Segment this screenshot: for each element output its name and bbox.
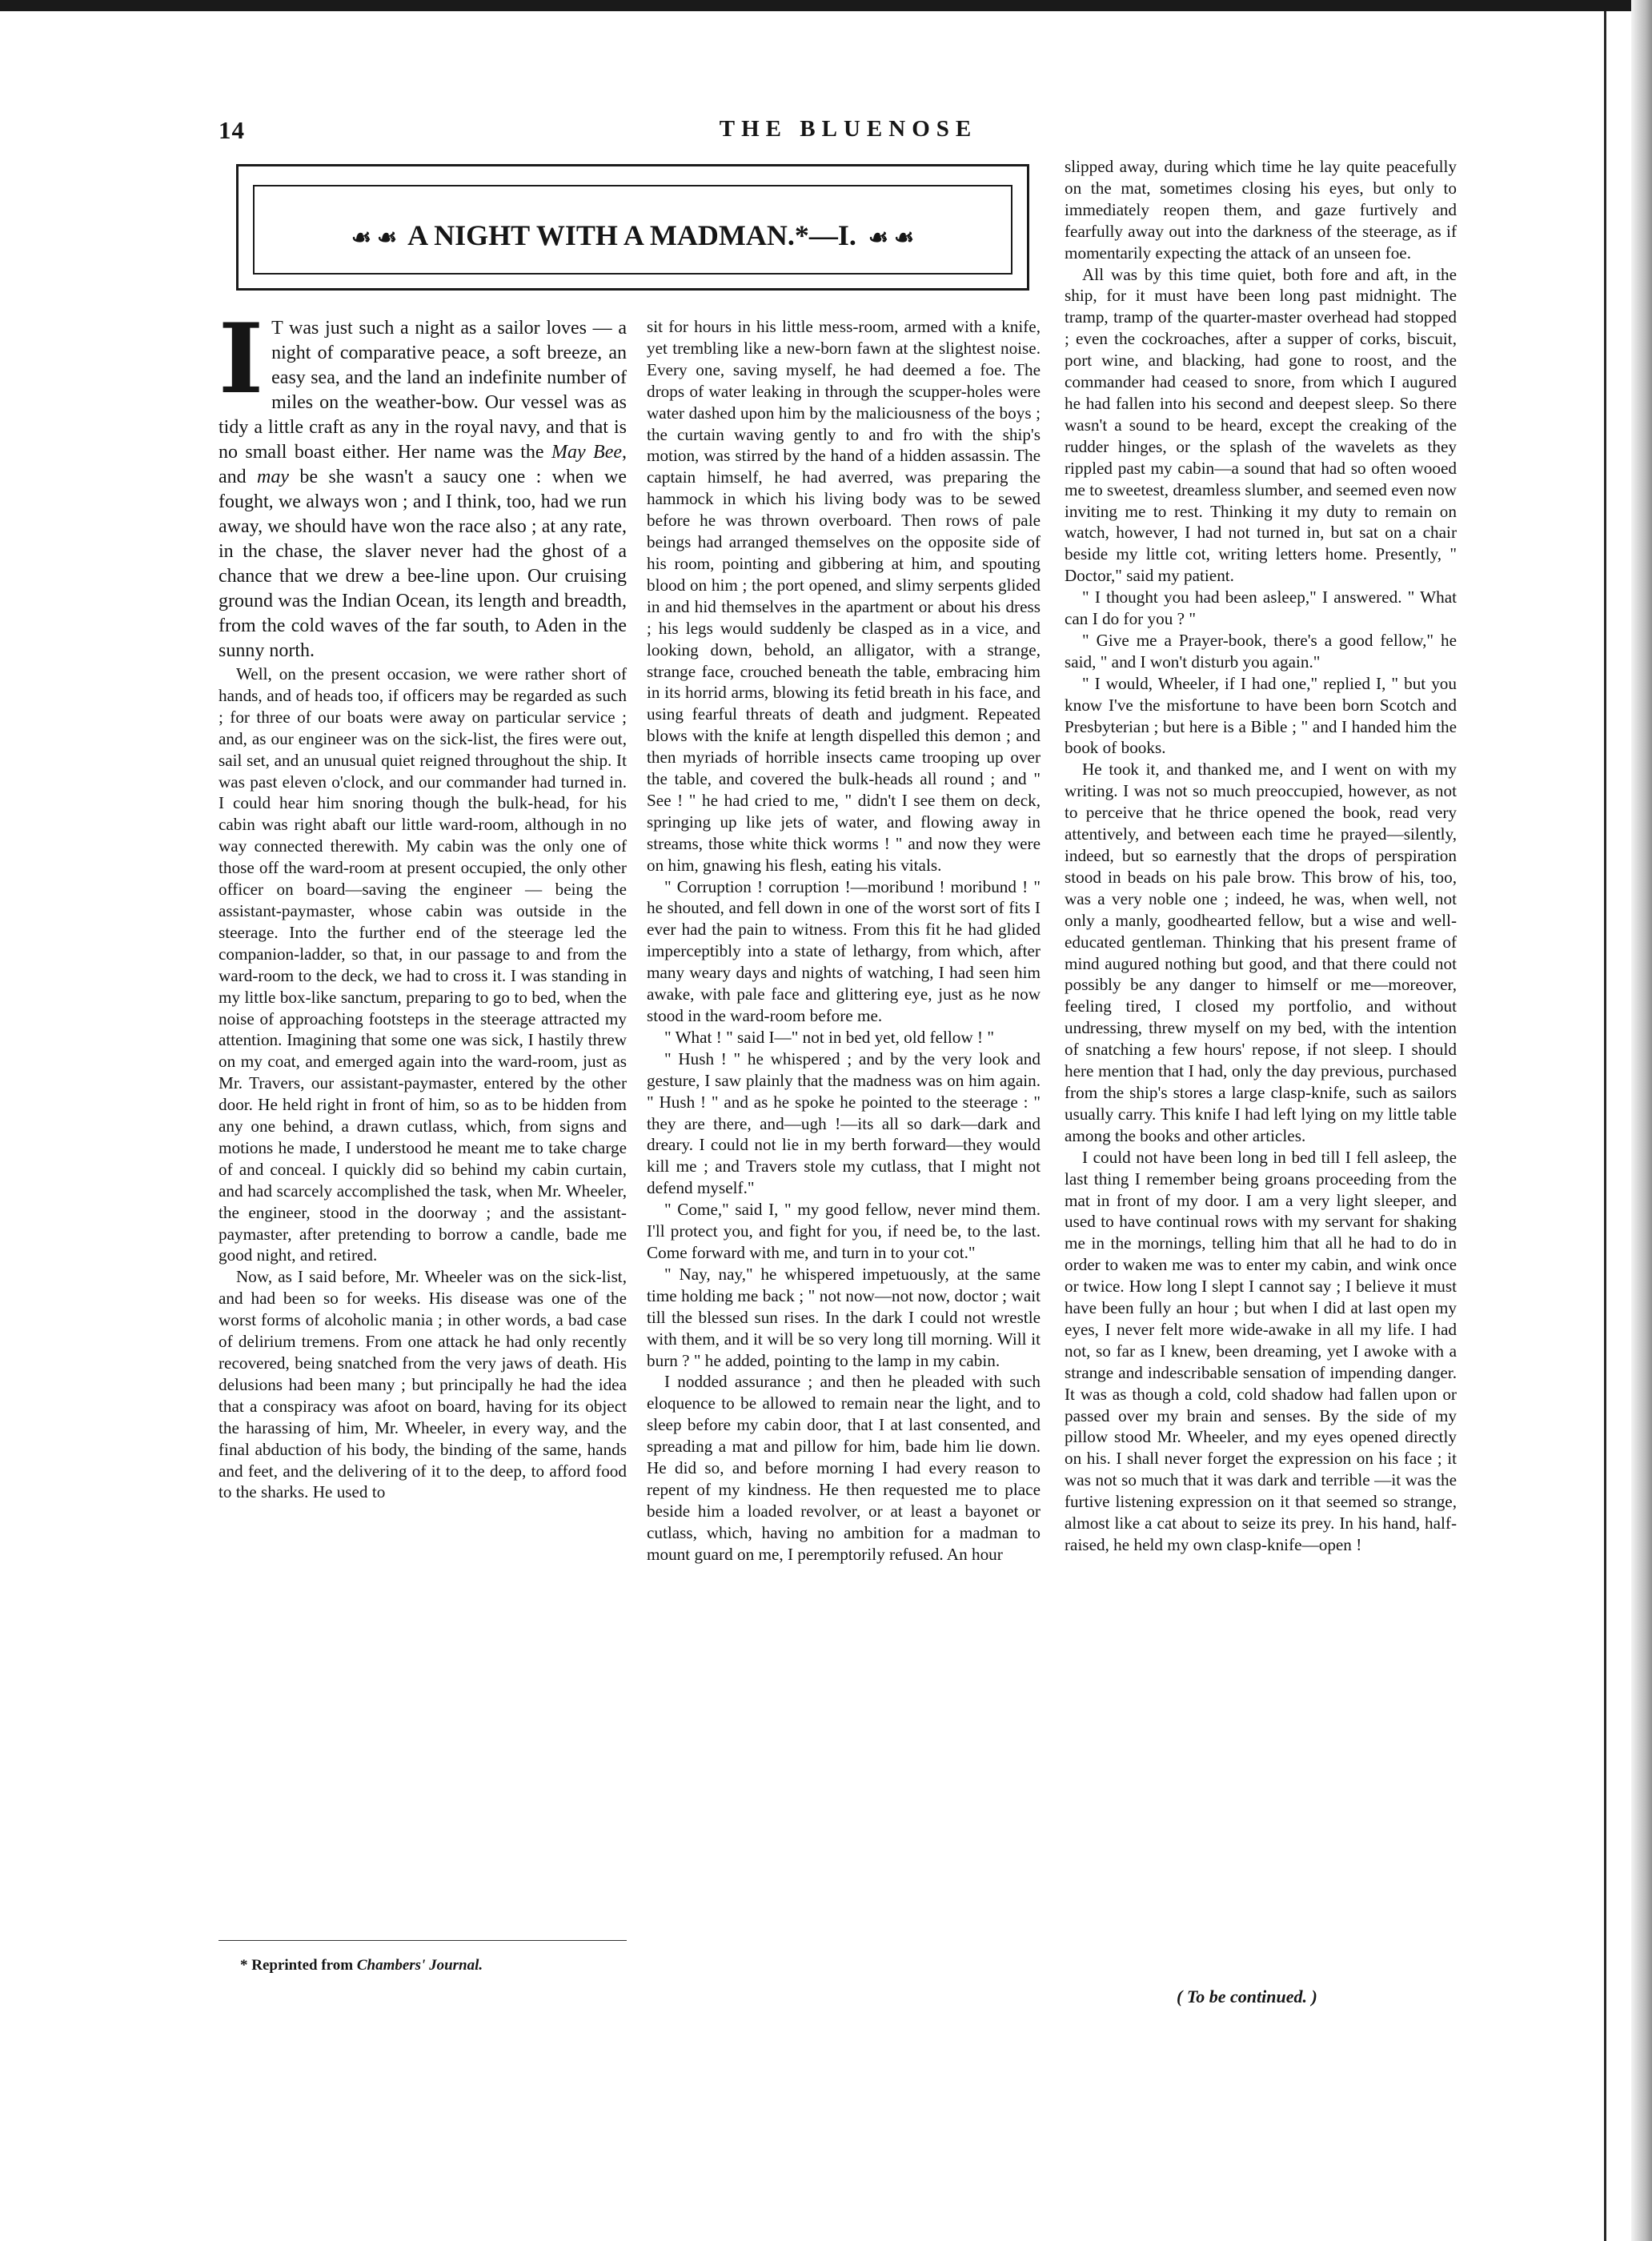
article-title: A NIGHT WITH A MADMAN.*—I. — [407, 219, 856, 251]
continued-note: ( To be continued. ) — [1177, 1986, 1317, 2006]
paragraph — [219, 303, 628, 663]
journal-title: THE BLUENOSE — [719, 116, 978, 142]
footnote — [240, 1957, 624, 1974]
page-number: 14 — [219, 116, 245, 144]
footnote-prefix: * Reprinted from — [240, 1957, 357, 1974]
title-frame — [236, 164, 1029, 291]
paragraph: " I thought you had been asleep," I answered. " What can I do for you ? " — [1065, 587, 1457, 629]
text-column-2 — [647, 316, 1041, 1565]
footnote-source: Chambers' Journal. — [356, 1957, 483, 1974]
paragraph: He took it, and thanked me, and I went on with my writing. I was not so much preoccupied, however, as not to perceive that he thrice opened the book, read very attentively, and between each time he prayed—silently, indeed, but so earnestly that the drops of perspiration stood in beads on his pale brow. This brow of his, too, was a very noble one ; indeed, he was, when well, not only a manly, goodhearted fellow, but a wise and well-educated gentleman. Thinking that his present frame of mind augured nothing but good, and that there could not possibly be any danger to himself or me—moreover, feeling tired, I closed my portfolio, and without undressing, threw myself on my bed, with the intention of snatching a few hours' repose, if not sleep. I should here mention that I had, only the day previous, purchased from the ship's stores a large clasp-knife, such as sailors usually carry. This knife I had left lying on my little table among the books and other articles. — [1065, 760, 1457, 1145]
paragraph: All was by this time quiet, both fore and aft, in the ship, for it must have been long past midnight. The tramp, tramp of the quarter-master overhead had stopped ; even the cockroaches, after a supper of corks, biscuit, port wine, and blacking, had gone to roost, and the commander had ceased to snore, from which I augured he had fallen into his second and deepest sleep. So there wasn't a sound to be heard, except the creaking of the rudder hinges, or the splash of the wavelets as they rippled past my cabin—a sound that had so often wooed me to sweetest, dreamless slumber, and seemed even now inviting me to rest. Thinking it my duty to remain on watch, however, I had not turned in, but sat on a chair beside my little cot, writing letters home. Presently, " Doctor," said my patient. — [1065, 264, 1457, 586]
ship-name: May Bee — [551, 442, 623, 463]
drop-cap: I — [219, 303, 264, 415]
paragraph: " Give me a Prayer-book, there's a good fellow," he said, " and I won't disturb you again." — [1065, 630, 1457, 671]
page-gutter-line — [1604, 11, 1606, 2241]
page-edge-top — [0, 0, 1652, 11]
paragraph: sit for hours in his little mess-room, armed with a knife, yet trembling like a new-born fawn at the slightest noise. Every one, saving myself, he had deemed a foe. The drops of water leaking in through the scupper-holes were water dashed upon him by the maliciousness of the boys ; the curtain waving gently to and fro with the ship's motion, was stirred by the hand of a hidden assassin. The captain himself, he had averred, was preparing the hammock in which his living body was to be sewed before he was thrown overboard. Then rows of pale beings had arranged themselves on the opposite side of his room, pointing and gibbering at him, and spouting blood on him ; the port opened, and slimy serpents glided in and hid themselves in the apartment or about his dress ; his legs would suddenly be clasped as in a vice, and looking down, behold, an alligator, with a strange, strange face, crouched beneath the table, embracing him in its horrid arms, blowing its fetid breath in his face, and using fearful threats of death and judgment. Repeated blows with the knife at length dispelled this demon ; and then myriads of horrible insects came trooping up over the table, and covered the bulk-heads all round ; and " See ! " he had cried to me, " didn't I see them on deck, springing up like jets of water, and flowing away in streams, those white thick worms ! " and now they were on him, gnawing his flesh, eating his vitals. — [647, 317, 1041, 875]
text-run: , and — [219, 442, 628, 487]
text-run: be she wasn't a saucy one : when we fought, we always won ; and I think, too, had we run away, we should have won the race also ; at any rate, in the chase, the slaver never had the ghost of a chance that we drew a bee-line upon. Our cruising ground was the Indian Ocean, its length and breadth, from the cold waves of the far south, to Aden in the sunny north. — [219, 467, 628, 661]
paragraph: Well, on the present occasion, we were rather short of hands, and of heads too, if officers may be regarded as such ; for three of our boats were away on particular service ; and, as our engineer was on the sick-list, the fires were out, sail set, and an unusual quiet reigned throughout the ship. It was past eleven o'clock, and our commander had turned in. I could hear him snoring though the bulk-head, for his cabin was right abaft our little ward-room, although in no way connected therewith. My cabin was the only one of those off the ward-room at present occupied, the only other officer on board—saving the engineer — being the assistant-paymaster, whose cabin was outside in the steerage. Into the further end of the steerage led the companion-ladder, so that, in our passage to and from the ward-room to the deck, we had to cross it. I was standing in my little box-like sanctum, preparing to go to bed, when the noise of approaching footsteps in the steerage attracted my attention. Imagining that some one was sick, I hastily threw on my coat, and emerged again into the ward-room, just as Mr. Travers, our assistant-paymaster, entered by the other door. He held right in front of him, so as to be hidden from any one behind, a drawn cutlass, which, from signs and motions he made, I understood he meant me to take charge of and conceal. I quickly did so behind my cabin curtain, and had scarcely accomplished the task, when Mr. Wheeler, the engineer, stood in the doorway ; and the assistant-paymaster, after pretending to borrow a candle, bade me good night, and retired. — [219, 664, 627, 1265]
text-column-1 — [219, 303, 628, 1503]
text-column-3 — [1065, 156, 1457, 1556]
paragraph: " Corruption ! corruption !—moribund ! moribund ! " he shouted, and fell down in one of the worst sort of fits I ever had the pain to witness. From this fit he had glided imperceptibly into a state of lethargy, from which, after many weary days and nights of watching, I had seen him awake, with pale face and glittering eye, just as he now stood in the ward-room before me. — [647, 876, 1041, 1025]
paragraph: Now, as I said before, Mr. Wheeler was on the sick-list, and had been so for weeks. His disease was one of the worst forms of alcoholic mania ; in other words, a bad case of delirium tremens. From one attack he had only recently recovered, being snatched from the very jaws of death. His delusions had been many ; but principally he had the idea that a conspiracy was afoot on board, having for its object the harassing of him, Mr. Wheeler, in every way, and the final abduction of his body, the binding of the same, hands and feet, and the delivering of it to the deep, to afford food to the sharks. He used to — [219, 1267, 627, 1502]
paragraph: " Come," said I, " my good fellow, never mind them. I'll protect you, and fight for you, if need be, to the last. Come forward with me, and turn in to your cot." — [647, 1200, 1041, 1262]
paragraph: slipped away, during which time he lay quite peacefully on the mat, sometimes closing his eyes, but only to immediately reopen them, and gaze furtively and fearfully away out into the darkness of the steerage, as if momentarily expecting the attack of an unseen foe. — [1065, 157, 1457, 263]
paragraph: I nodded assurance ; and then he pleaded with such eloquence to be allowed to remain near the light, and to sleep before my cabin door, that I at last consented, and spreading a mat and pillow for him, bade him lie down. He did so, and before morning I had every reason to repent of my kindness. He then requested me to place beside him a loaded revolver, or at least a bayonet or cutlass, which, having no ambition for a madman to mount guard on me, I peremptorily refused. An hour — [647, 1372, 1041, 1564]
fleuron-ornament-left: ☙ ☙ — [351, 226, 398, 251]
paragraph: I could not have been long in bed till I fell asleep, the last thing I remember being groans proceeding from the mat in front of my door. I am a very light sleeper, and used to have continual rows with my servant for shaking me in the mornings, telling him that all he had to do in order to waken me was to enter my cabin, and wink once or twice. How long I slept I cannot say ; I believe it must have been fully an hour ; but when I did at last open my eyes, I never felt more wide-awake in all my life. I had not, so far as I knew, been dreaming, yet I awoke with a strange and indescribable sensation of impending danger. It was as though a cold, cold shadow had fallen upon or passed over my brain and senses. By the side of my pillow stood Mr. Wheeler, and my eyes opened directly on his. I shall never forget the expression on his face ; it was not so much that it was dark and terrible —it was the furtive listening expression on it that seemed so strange, almost like a cat about to seize its prey. In his hand, half-raised, he held my own clasp-knife—open ! — [1065, 1147, 1457, 1554]
title-frame-inner — [253, 185, 1012, 275]
paragraph: " Nay, nay," he whispered impetuously, at the same time holding me back ; " not now—not now, doctor ; wait till the blessed sun rises. In the dark I could not wrestle with them, and it will be so very long till morning. Will it burn ? " he added, pointing to the lamp in my cabin. — [647, 1264, 1041, 1370]
article-title-line — [255, 218, 1011, 252]
paragraph: " I would, Wheeler, if I had one," replied I, " but you know I've the misfortune to have been born Scotch and Presbyterian ; but here is a Bible ; " and I handed him the book of books. — [1065, 673, 1457, 758]
emphasis: may — [257, 467, 290, 487]
page-edge-right — [1631, 0, 1652, 2241]
footnote-rule — [219, 1940, 627, 1941]
fleuron-ornament-right: ☙ ☙ — [868, 226, 915, 251]
paragraph: " Hush ! " he whispered ; and by the very look and gesture, I saw plainly that the madness was on him again. " Hush ! " and as he spoke he pointed to the steerage : " they are there, and—ugh !—its all so dark—dark and dreary. I could not lie in my berth forward—they would kill me ; and Travers stole my cutlass, that I might not defend myself." — [647, 1048, 1041, 1198]
text-run: T was just such a night as a sailor loves — a night of comparative peace, a soft breeze, an easy sea, and the land an indefinite number of miles on the weather-bow. Our vessel was as tidy a little craft as any in the royal navy, and that is no small boast either. Her name was the — [219, 318, 627, 463]
paragraph: " What ! " said I—" not in bed yet, old fellow ! " — [664, 1027, 994, 1047]
